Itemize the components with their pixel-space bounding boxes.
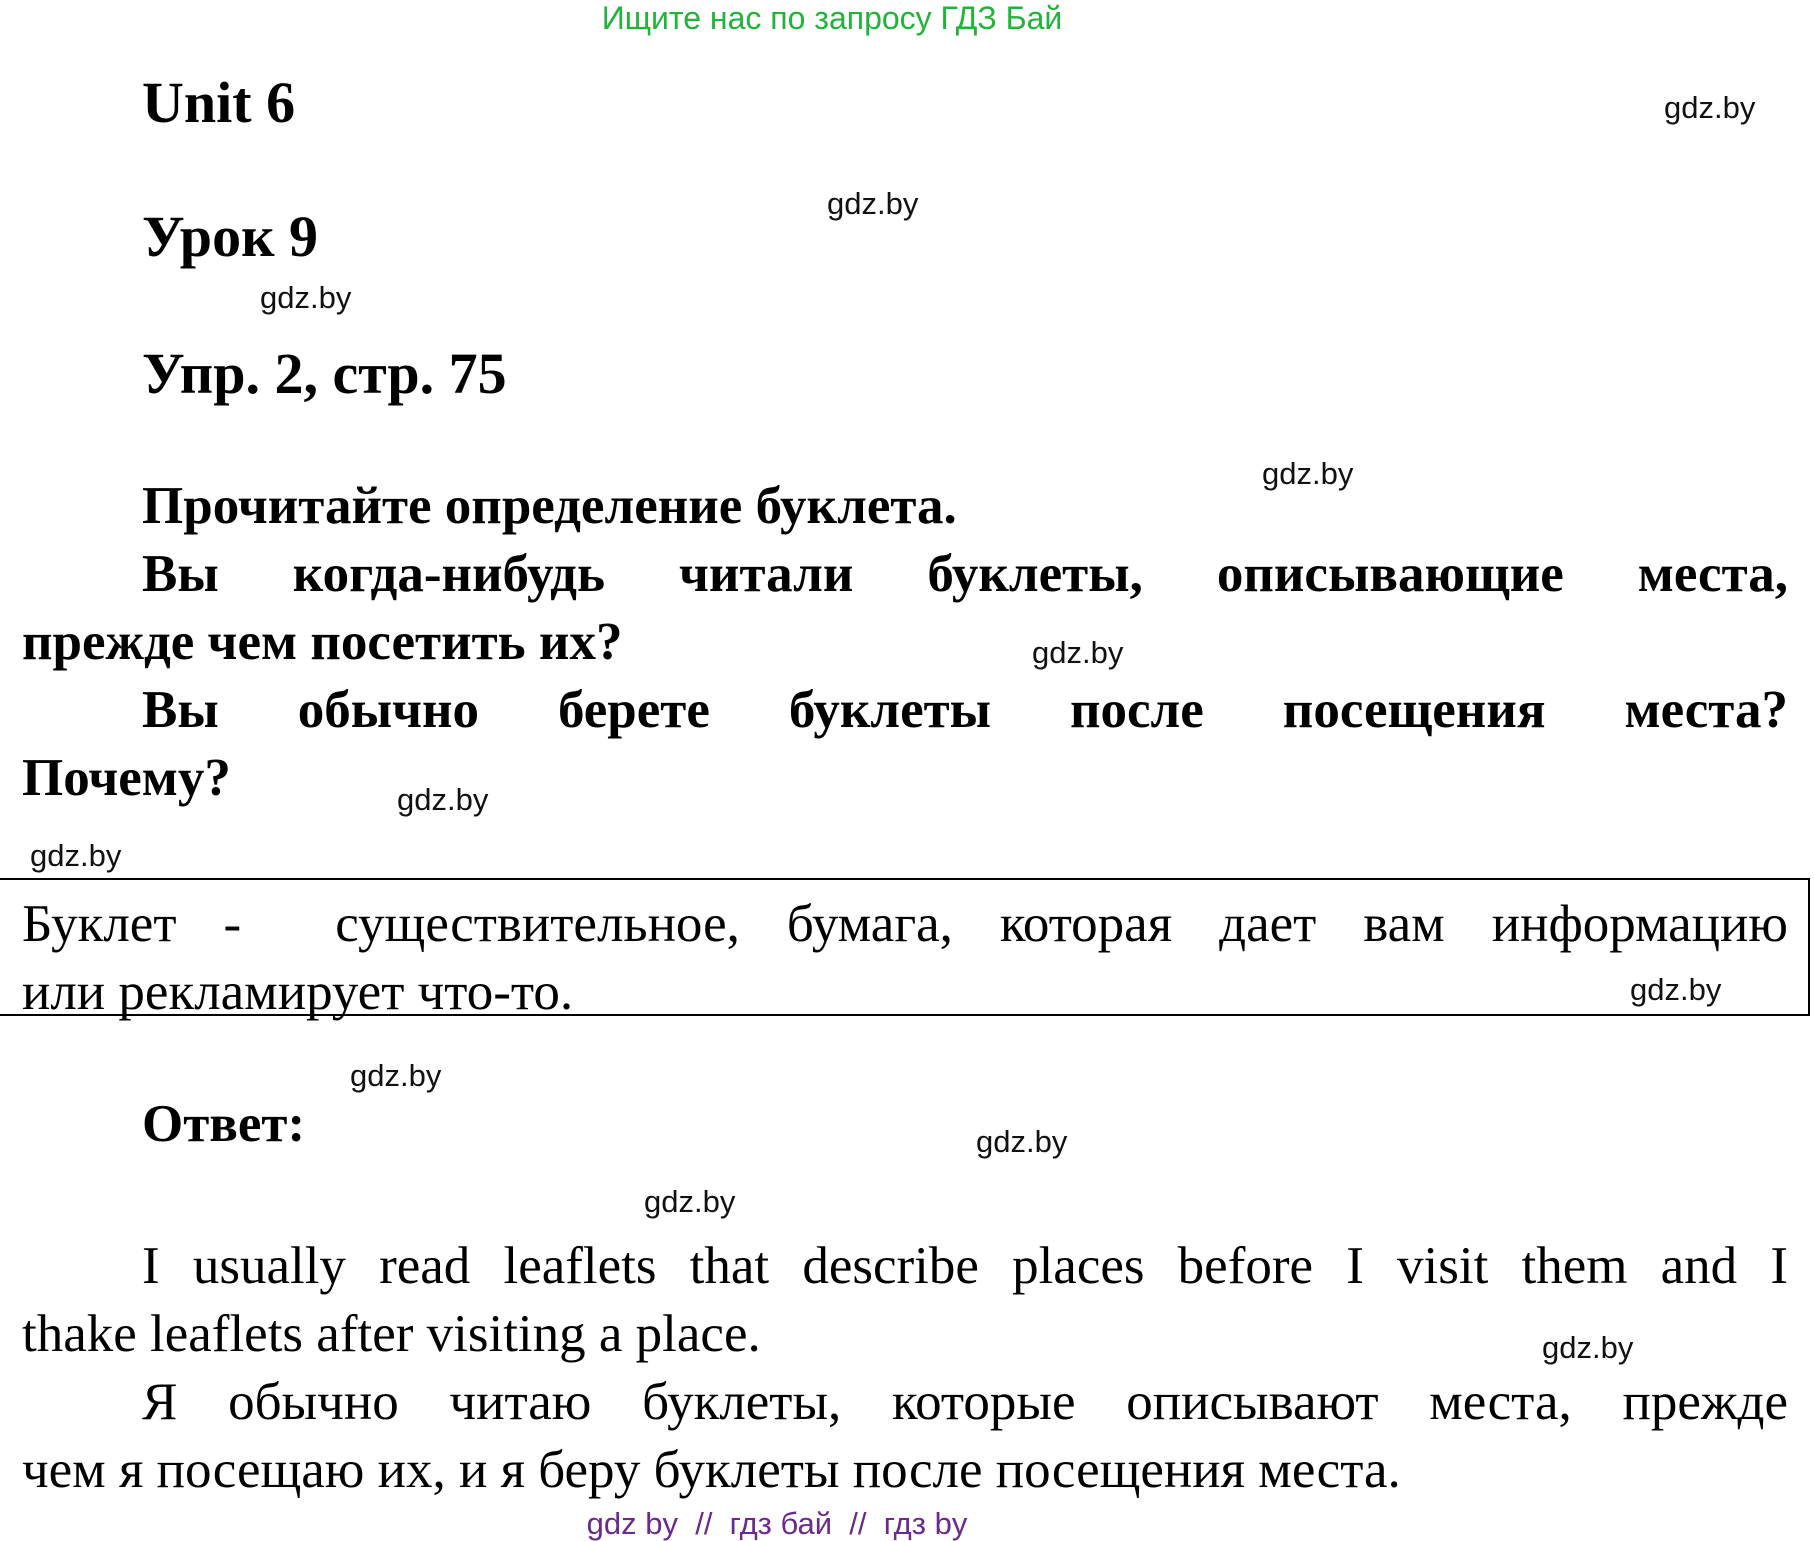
task-question-2a-text: Вы обычно берете буклеты после посещения места? (142, 681, 1788, 739)
watermark: gdz.by (260, 280, 352, 315)
definition-line-1 (22, 890, 1788, 958)
watermark: gdz.by (30, 838, 122, 873)
answer-en-line-1 (142, 1232, 1788, 1300)
watermark: gdz.by (1630, 972, 1722, 1007)
task-question-1a (142, 545, 1788, 603)
exercise-title: Упр. 2, стр. 75 (142, 341, 507, 406)
task-question-2b: Почему? (22, 749, 231, 807)
answer-label: Ответ: (142, 1095, 306, 1153)
lesson-title: Урок 9 (142, 204, 318, 269)
watermark: gdz.by (350, 1058, 442, 1093)
answer-en-line-1-text: I usually read leaflets that describe places before I visit them and I (142, 1237, 1788, 1295)
watermark: gdz.by (827, 186, 919, 221)
watermark: gdz.by (976, 1124, 1068, 1159)
unit-title: Unit 6 (142, 70, 296, 135)
definition-line-1-text: Буклет - существительное, бумага, которая дает вам информацию (22, 895, 1788, 953)
answer-ru-line-2: чем я посещаю их, и я беру буклеты после посещения места. (22, 1441, 1401, 1499)
watermark: gdz.by (1032, 635, 1124, 670)
task-question-1a-text: Вы когда-нибудь читали буклеты, описывающие места, (142, 545, 1788, 603)
watermark: gdz.by (1664, 90, 1756, 125)
task-question-1b: прежде чем посетить их? (22, 613, 623, 671)
watermark: gdz.by (644, 1184, 736, 1219)
answer-ru-line-1-text: Я обычно читаю буклеты, которые описывают места, прежде (142, 1373, 1788, 1431)
task-line-1: Прочитайте определение буклета. (142, 477, 957, 535)
watermark: gdz.by (1262, 456, 1354, 491)
task-question-2a (142, 681, 1788, 739)
top-banner: Ищите нас по запросу ГДЗ Бай (601, 0, 1063, 36)
watermark: gdz.by (397, 782, 489, 817)
footer-links: gdz by // гдз бай // гдз by (586, 1506, 968, 1541)
definition-line-2: или рекламирует что-то. (22, 963, 574, 1021)
answer-en-line-2: thake leaflets after visiting a place. (22, 1305, 761, 1363)
watermark: gdz.by (1542, 1330, 1634, 1365)
answer-ru-line-1 (142, 1368, 1788, 1436)
